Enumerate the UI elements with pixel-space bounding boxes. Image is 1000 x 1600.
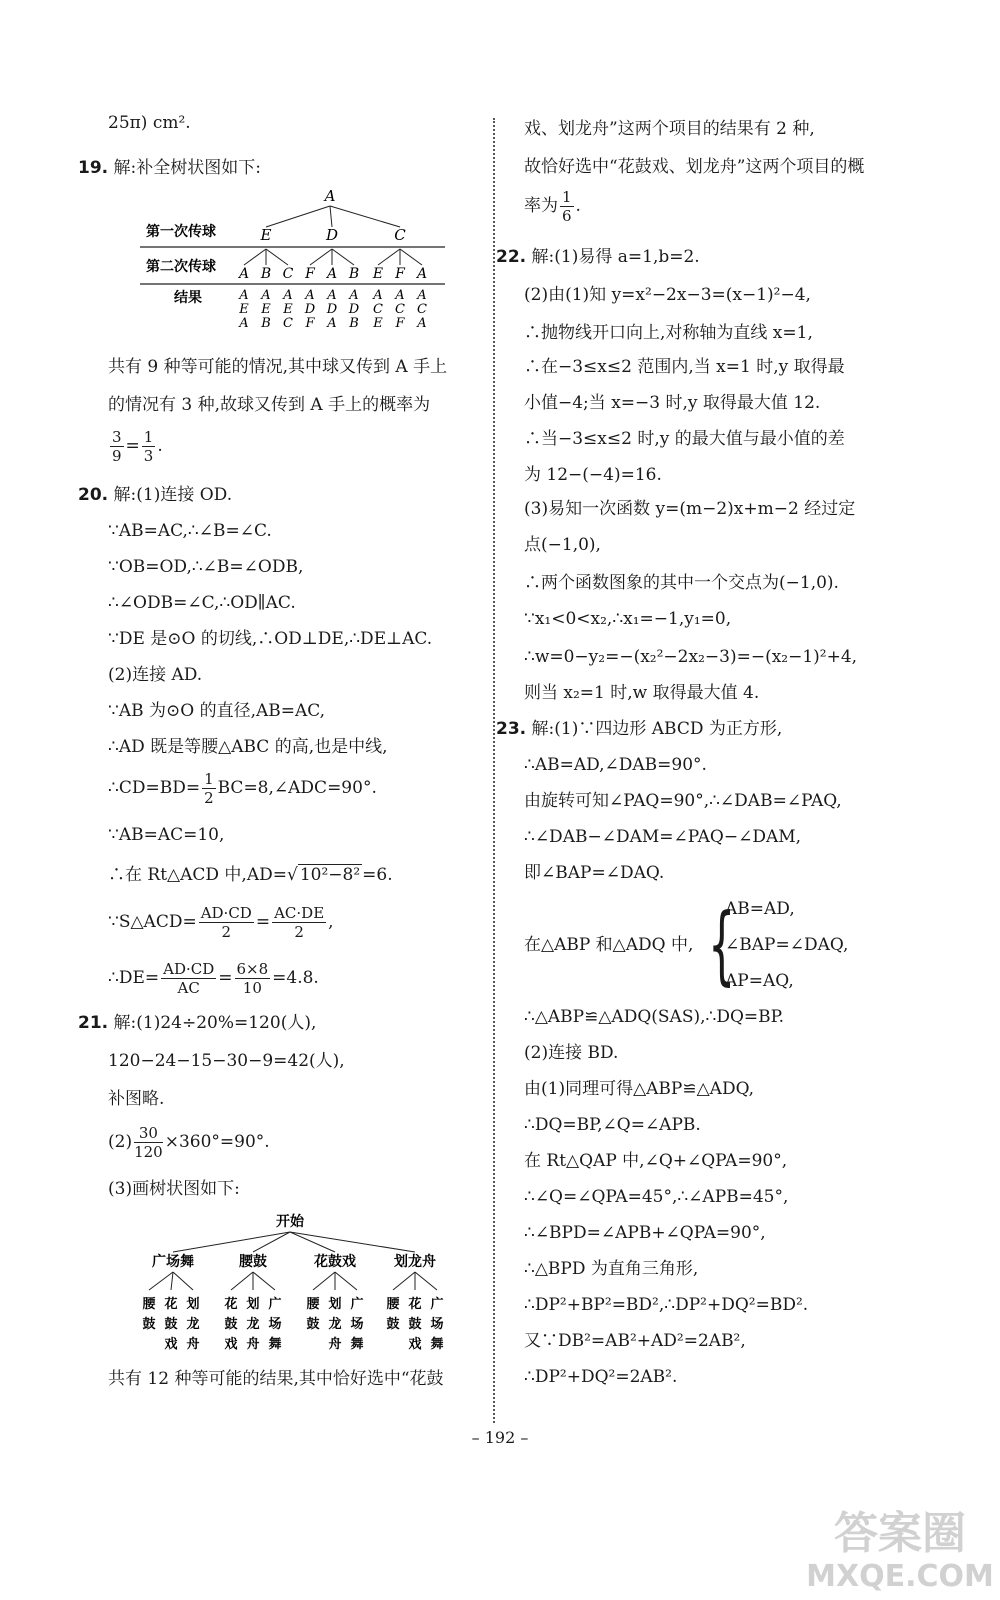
svg-text:答案圈: 答案圈 bbox=[834, 1508, 966, 1559]
q23-line-8: (2)连接 BD. bbox=[524, 1043, 619, 1063]
svg-text:E: E bbox=[283, 302, 293, 317]
tree-leaf-char: 腰 bbox=[386, 1297, 400, 1312]
tree-leaf-char: 划 bbox=[328, 1297, 342, 1312]
q23-line-13: ∴∠BPD=∠APB+∠QPA=90°, bbox=[524, 1223, 766, 1243]
tree-node: 广场舞 bbox=[152, 1254, 194, 1270]
tree-node: 划龙舟 bbox=[394, 1254, 436, 1270]
q19-tree-diagram bbox=[140, 185, 450, 335]
tree-results bbox=[238, 288, 427, 331]
svg-text:D: D bbox=[326, 302, 338, 317]
tree-leaf-char: 腰 bbox=[142, 1297, 156, 1312]
tree-leaf-char: 戏 bbox=[408, 1337, 422, 1352]
tree-leaf-char: 鼓 bbox=[306, 1317, 320, 1332]
tree-leaf-char: 舟 bbox=[186, 1337, 200, 1352]
tree-leaf-char: 鼓 bbox=[224, 1317, 238, 1332]
q20-heading: 20. 解:(1)连接 OD. bbox=[78, 485, 233, 505]
tree-leaf-char: 广 bbox=[350, 1297, 364, 1312]
q20-line-10: ∵AB=AC=10, bbox=[108, 825, 225, 845]
q22-line-7: 为 12−(−4)=16. bbox=[524, 465, 662, 485]
q22-line-8: (3)易知一次函数 y=(m−2)x+m−2 经过定 bbox=[524, 499, 856, 519]
q22-line-10: ∴两个函数图象的其中一个交点为(−1,0). bbox=[524, 573, 839, 593]
svg-text:A: A bbox=[349, 288, 359, 303]
tree-leaf-char: 龙 bbox=[328, 1317, 342, 1332]
svg-text:A: A bbox=[417, 288, 427, 303]
svg-text:F: F bbox=[305, 316, 315, 331]
q23-line-3: 由旋转可知∠PAQ=90°,∴∠DAB=∠PAQ, bbox=[524, 791, 842, 811]
tree-leaf-char: 鼓 bbox=[164, 1317, 178, 1332]
tree-leaf: F bbox=[305, 266, 315, 282]
q20-line-11: ∴在 Rt△ACD 中,AD=√ 10²−8² =6. bbox=[108, 865, 393, 885]
tree-leaf: F bbox=[395, 266, 405, 282]
svg-text:A: A bbox=[395, 288, 405, 303]
svg-text:D: D bbox=[304, 302, 316, 317]
svg-text:B: B bbox=[261, 316, 271, 331]
q23-line-4: ∴∠DAB−∠DAM=∠PAQ−∠DAM, bbox=[524, 827, 802, 847]
q19-para-1: 共有 9 种等可能的情况,其中球又传到 A 手上 bbox=[108, 357, 448, 377]
svg-text:A: A bbox=[239, 288, 249, 303]
svg-text:C: C bbox=[373, 302, 383, 317]
q21-tree-diagram bbox=[135, 1208, 455, 1356]
q22-line-6: ∴当−3≤x≤2 时,y 的最大值与最小值的差 bbox=[524, 429, 845, 449]
q23-line-14: ∴△BPD 为直角三角形, bbox=[524, 1259, 699, 1279]
tree-leaf-char: 腰 bbox=[306, 1297, 320, 1312]
q22-line-9: 点(−1,0), bbox=[524, 535, 601, 555]
tree-row3-label: 结果 bbox=[174, 290, 202, 306]
tree-leaf-char: 场 bbox=[350, 1317, 364, 1332]
tree-leaf-char: 花 bbox=[164, 1297, 178, 1312]
tree-leaf-char: 舞 bbox=[268, 1337, 282, 1352]
q23-line-6: 在△ABP 和△ADQ 中, bbox=[524, 935, 694, 955]
tree-leaf-char: 舟 bbox=[328, 1337, 342, 1352]
q22-line-5: 小值−4;当 x=−3 时,y 取得最大值 12. bbox=[524, 393, 821, 413]
q20-line-8: ∴AD 既是等腰△ABC 的高,也是中线, bbox=[108, 737, 388, 757]
watermark-logo bbox=[800, 1490, 1000, 1600]
q23-system-3: AP=AQ, bbox=[725, 971, 794, 991]
continued-line: 25π) cm². bbox=[108, 113, 191, 133]
svg-text:A: A bbox=[239, 316, 249, 331]
system-brace: { bbox=[708, 895, 736, 995]
tree-node: 腰鼓 bbox=[239, 1254, 267, 1270]
tree-node-C: C bbox=[394, 226, 406, 244]
q21-line-2: 120−24−15−30−9=42(人), bbox=[108, 1051, 345, 1071]
tree-leaf-char: 鼓 bbox=[142, 1317, 156, 1332]
q19-number: 19. bbox=[78, 158, 109, 178]
tree-leaf: C bbox=[282, 266, 294, 282]
tree-leaf-char: 场 bbox=[430, 1317, 444, 1332]
q21-heading: 21. 解:(1)24÷20%=120(人), bbox=[78, 1013, 317, 1033]
tree-node-D: D bbox=[325, 226, 339, 244]
svg-text:A: A bbox=[327, 316, 337, 331]
q23-line-17: ∴DP²+DQ²=2AB². bbox=[524, 1367, 678, 1387]
tree-leaf-char: 广 bbox=[430, 1297, 444, 1312]
q22-line-4: ∴在−3≤x≤2 范围内,当 x=1 时,y 取得最 bbox=[524, 357, 845, 377]
q23-system-1: AB=AD, bbox=[725, 899, 795, 919]
svg-text:C: C bbox=[417, 302, 427, 317]
q21-line-3: 补图略. bbox=[108, 1089, 165, 1109]
svg-text:D: D bbox=[348, 302, 360, 317]
svg-text:A: A bbox=[373, 288, 383, 303]
tree-leaf-char: 龙 bbox=[246, 1317, 260, 1332]
q19-para-2: 的情况有 3 种,故球又传到 A 手上的概率为 bbox=[108, 395, 431, 415]
svg-text:F: F bbox=[395, 316, 405, 331]
tree-leaf: A bbox=[238, 266, 250, 282]
svg-text:MXQE.COM: MXQE.COM bbox=[806, 1559, 994, 1594]
q23-system-2: ∠BAP=∠DAQ, bbox=[725, 935, 849, 955]
tree-leaf-char: 场 bbox=[268, 1317, 282, 1332]
q23-line-10: ∴DQ=BP,∠Q=∠APB. bbox=[524, 1115, 701, 1135]
q22-line-12: ∴w=0−y₂=−(x₂²−2x₂−3)=−(x₂−1)²+4, bbox=[524, 647, 858, 667]
tree-leaf-char: 舞 bbox=[350, 1337, 364, 1352]
q23-line-7: ∴△ABP≌△ADQ(SAS),∴DQ=BP. bbox=[524, 1007, 785, 1027]
tree-leaf-char: 花 bbox=[408, 1297, 422, 1312]
svg-text:A: A bbox=[417, 316, 427, 331]
svg-text:E: E bbox=[239, 302, 249, 317]
q20-line-13: ∴DE= $\frac{AD\cdot CD}{AC}$ = $\frac{6\times 8}{10}$ =4.8. bbox=[108, 960, 319, 997]
q23-line-2: ∴AB=AD,∠DAB=90°. bbox=[524, 755, 707, 775]
q23-line-12: ∴∠Q=∠QPA=45°,∴∠APB=45°, bbox=[524, 1187, 789, 1207]
tree-row1-label: 第一次传球 bbox=[146, 224, 216, 240]
q20-line-5: ∵DE 是⊙O 的切线,∴OD⊥DE,∴DE⊥AC. bbox=[108, 629, 433, 649]
q23-line-16: 又∵DB²=AB²+AD²=2AB², bbox=[524, 1331, 746, 1351]
tree-leaf-char: 划 bbox=[246, 1297, 260, 1312]
q20-line-3: ∵OB=OD,∴∠B=∠ODB, bbox=[108, 557, 304, 577]
q22-line-11: ∵x₁<0<x₂,∴x₁=−1,y₁=0, bbox=[524, 609, 732, 629]
q22-line-2: (2)由(1)知 y=x²−2x−3=(x−1)²−4, bbox=[524, 285, 811, 305]
page-number: – 192 – bbox=[471, 1428, 529, 1447]
tree-root: A bbox=[324, 187, 336, 205]
svg-text:C: C bbox=[395, 302, 405, 317]
right-line-3: 率为 $\frac{1}{6}$ . bbox=[524, 188, 581, 225]
tree-row2-label: 第二次传球 bbox=[146, 259, 216, 275]
tree-leaf: B bbox=[260, 266, 272, 282]
tree-leaf-char: 广 bbox=[268, 1297, 282, 1312]
tree-leaf-char: 戏 bbox=[164, 1337, 178, 1352]
tree-root: 开始 bbox=[276, 1214, 304, 1230]
tree-node-E: E bbox=[260, 226, 272, 244]
q19-heading bbox=[78, 157, 261, 179]
tree-leaf-char: 鼓 bbox=[386, 1317, 400, 1332]
right-line-1: 戏、划龙舟”这两个项目的结果有 2 种, bbox=[524, 119, 815, 139]
q20-line-12: ∵S△ACD= $\frac{AD\cdot CD}{2}$ = $\frac{AC\cdot DE}{2}$ , bbox=[108, 904, 334, 941]
tree-leaf-char: 花 bbox=[224, 1297, 238, 1312]
svg-text:A: A bbox=[261, 288, 271, 303]
tree-leaf: B bbox=[348, 266, 360, 282]
tree-leaf: E bbox=[372, 266, 384, 282]
q20-line-4: ∴∠ODB=∠C,∴OD∥AC. bbox=[108, 593, 296, 613]
svg-text:A: A bbox=[327, 288, 337, 303]
tree-leaf-char: 舟 bbox=[246, 1337, 260, 1352]
q20-line-7: ∵AB 为⊙O 的直径,AB=AC, bbox=[108, 701, 326, 721]
tree-leaf-char: 舞 bbox=[430, 1337, 444, 1352]
q20-line-6: (2)连接 AD. bbox=[108, 665, 203, 685]
q22-line-3: ∴抛物线开口向上,对称轴为直线 x=1, bbox=[524, 323, 813, 343]
q23-line-11: 在 Rt△QAP 中,∠Q+∠QPA=90°, bbox=[524, 1151, 788, 1171]
q22-heading: 22. 解:(1)易得 a=1,b=2. bbox=[496, 247, 700, 267]
q21-line-5: (3)画树状图如下: bbox=[108, 1179, 240, 1199]
q23-line-9: 由(1)同理可得△ABP≌△ADQ, bbox=[524, 1079, 755, 1099]
q19-head: 解:补全树状图如下: bbox=[113, 158, 261, 178]
column-divider bbox=[493, 118, 495, 1423]
q20-line-2: ∵AB=AC,∴∠B=∠C. bbox=[108, 521, 272, 541]
q20-line-9: ∴CD=BD= $\frac{1}{2}$ BC=8,∠ADC=90°. bbox=[108, 770, 377, 807]
q23-line-15: ∴DP²+BP²=BD²,∴DP²+DQ²=BD². bbox=[524, 1295, 809, 1315]
tree-leaf: A bbox=[326, 266, 338, 282]
q21-line-4: (2) $\frac{30}{120}$ ×360°=90°. bbox=[108, 1124, 270, 1161]
svg-text:B: B bbox=[349, 316, 359, 331]
tree-leaf: A bbox=[416, 266, 428, 282]
svg-text:E: E bbox=[373, 316, 383, 331]
tree-leaf-char: 戏 bbox=[224, 1337, 238, 1352]
tree-node: 花鼓戏 bbox=[314, 1254, 356, 1270]
right-line-2: 故恰好选中“花鼓戏、划龙舟”这两个项目的概 bbox=[524, 157, 865, 177]
tree-leaf-char: 划 bbox=[186, 1297, 200, 1312]
q21-line-6: 共有 12 种等可能的结果,其中恰好选中“花鼓 bbox=[108, 1369, 444, 1389]
svg-text:E: E bbox=[261, 302, 271, 317]
svg-text:C: C bbox=[283, 316, 293, 331]
q23-heading: 23. 解:(1)∵四边形 ABCD 为正方形, bbox=[496, 719, 783, 739]
q19-result: $\frac{3}{9}$ = $\frac{1}{3}$ . bbox=[112, 428, 163, 465]
q23-line-5: 即∠BAP=∠DAQ. bbox=[524, 863, 665, 883]
tree-leaf-char: 鼓 bbox=[408, 1317, 422, 1332]
svg-text:A: A bbox=[283, 288, 293, 303]
svg-text:A: A bbox=[305, 288, 315, 303]
q22-line-13: 则当 x₂=1 时,w 取得最大值 4. bbox=[524, 683, 760, 703]
tree-leaf-char: 龙 bbox=[186, 1317, 200, 1332]
